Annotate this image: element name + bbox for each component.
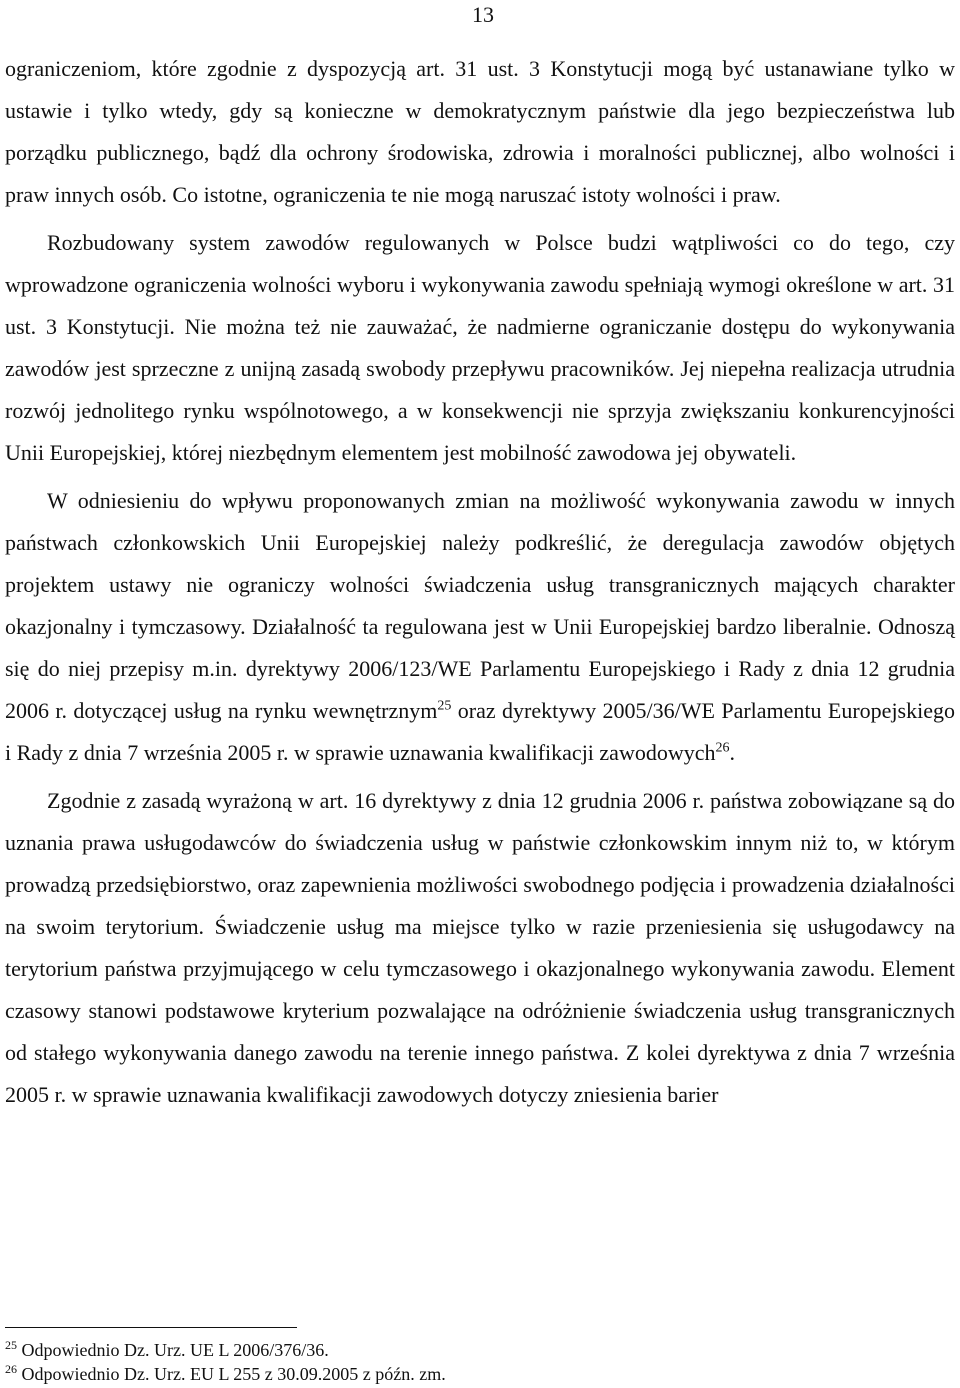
paragraph-1: ograniczeniom, które zgodnie z dyspozycją art. 31 ust. 3 Konstytucji mogą być ustanawiane tylko w ustawie i tylko wtedy, gdy są konieczne w demokratycznym państwie dla jego bezpieczeństwa lub porządku publicznego, bądź dla ochrony środowiska, zdrowia i moralności publicznej, albo wolności i praw innych osób. Co istotne, ograniczenia te nie mogą naruszać istoty wolności i praw. bbox=[5, 56, 955, 207]
paragraph-3-text-c: . bbox=[729, 740, 735, 765]
paragraph-3-text-b: oraz dyrektywy 2005/36/WE Parlamentu Europejskiego i Rady z dnia 7 września 2005 r. w sprawie uznawania kwalifikacji zawodowych bbox=[5, 698, 955, 765]
paragraph-2: Rozbudowany system zawodów regulowanych w Polsce budzi wątpliwości co do tego, czy wprowadzone ograniczenia wolności wyboru i wykonywania zawodu spełniają wymogi określone w art. 31 ust. 3 Konstytucji. Nie można też nie zauważać, że nadmierne ograniczanie dostępu do wykonywania zawodów jest sprzeczne z unijną zasadą swobody przepływu pracowników. Jej niepełna realizacja utrudnia rozwój jednolitego rynku wspólnotowego, a w konsekwencji nie sprzyja zwiększaniu konkurencyjności Unii Europejskiej, której niezbędnym elementem jest mobilność zawodowa jej obywateli. bbox=[5, 230, 955, 465]
footnote-ref-26[interactable]: 26 bbox=[715, 740, 730, 756]
footnote-separator bbox=[5, 1327, 297, 1328]
page-number: 13 bbox=[472, 2, 494, 27]
paragraph-3-text-a: W odniesieniu do wpływu proponowanych zmian na możliwość wykonywania zawodu w innych państwach członkowskich Unii Europejskiej należy podkreślić, że deregulacja zawodów objętych projektem ustawy nie ograniczy wolności świadczenia usług transgranicznych mających charakter okazjonalny i tymczasowy. Działalność ta regulowana jest w Unii Europejskiej bardzo liberalnie. Odnoszą się do niej przepisy m.in. dyrektywy 2006/123/WE Parlamentu Europejskiego i Rady z dnia 12 grudnia 2006 r. dotyczącej usług na rynku wewnętrznym bbox=[5, 488, 955, 723]
footnote-25 bbox=[5, 1338, 955, 1362]
paragraph-3 bbox=[5, 480, 955, 774]
footnotes bbox=[5, 1338, 955, 1386]
footnote-ref-25[interactable]: 25 bbox=[437, 698, 452, 714]
footnote-text: Odpowiednio Dz. Urz. EU L 255 z 30.09.2005 z późn. zm. bbox=[21, 1364, 446, 1384]
footnote-number: 25 bbox=[5, 1338, 17, 1352]
paragraph-4: Zgodnie z zasadą wyrażoną w art. 16 dyrektywy z dnia 12 grudnia 2006 r. państwa zobowiązane są do uznania prawa usługodawców do świadczenia usług w państwie członkowskim innym niż to, w którym prowadzą przedsiębiorstwo, oraz zapewnienia możliwości swobodnego podjęcia i prowadzenia działalności na swoim terytorium. Świadczenie usług ma miejsce tylko w razie przeniesienia się usługodawcy na terytorium państwa przyjmującego w celu tymczasowego i okazjonalnego wykonywania zawodu. Element czasowy stanowi podstawowe kryterium pozwalające na odróżnienie świadczenia usług transgranicznych od stałego wykonywania danego zawodu na terenie innego państwa. Z kolei dyrektywa z dnia 7 września 2005 r. w sprawie uznawania kwalifikacji zawodowych dotyczy zniesienia barier bbox=[5, 788, 955, 1107]
footnote-26 bbox=[5, 1362, 955, 1386]
body-text bbox=[5, 48, 955, 1116]
footnote-number: 26 bbox=[5, 1362, 17, 1376]
footnote-text: Odpowiednio Dz. Urz. UE L 2006/376/36. bbox=[21, 1340, 329, 1360]
